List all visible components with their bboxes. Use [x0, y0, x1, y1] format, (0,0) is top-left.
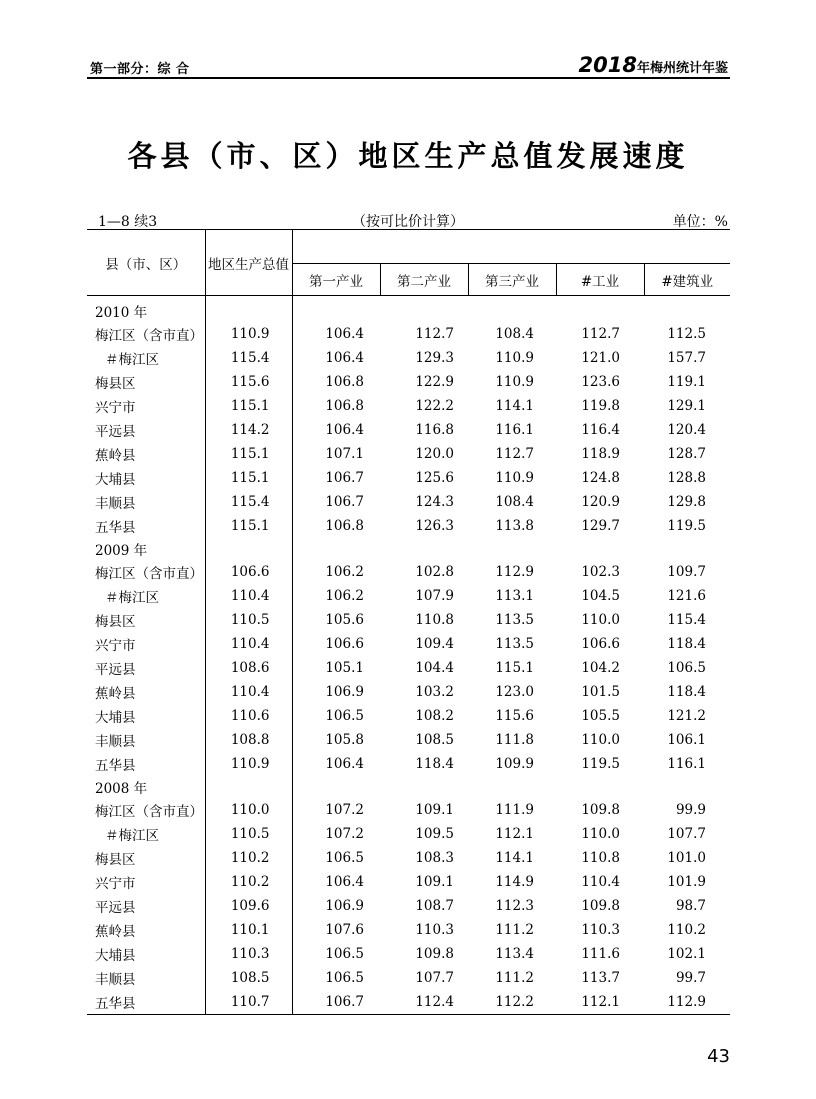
table-row — [87, 490, 730, 514]
table-row — [87, 822, 730, 846]
value-cell: 115.1 — [205, 394, 292, 418]
value-cell: 107.2 — [325, 826, 364, 842]
table-row — [87, 894, 730, 918]
section-header: 第一部分：综 合 — [90, 62, 190, 77]
table-note: （按可比价计算） — [352, 214, 464, 230]
value-cell: 99.7 — [675, 970, 706, 986]
value-cell: 112.1 — [556, 990, 644, 1015]
region-name: 蕉岭县 — [87, 680, 205, 704]
region-name: 梅江区（含市直） — [87, 322, 205, 346]
region-name: 蕉岭县 — [87, 442, 205, 466]
region-name: 蕉岭县 — [87, 918, 205, 942]
value-cell: 111.2 — [495, 970, 534, 986]
value-cell: 110.5 — [205, 822, 292, 846]
value-cell: 109.1 — [415, 802, 454, 818]
col-header-primary: 第一产业 — [292, 264, 380, 296]
table-row — [87, 680, 730, 704]
col-header-secondary: 第二产业 — [380, 264, 468, 296]
value-cell: 110.4 — [205, 584, 292, 608]
table-row — [87, 990, 730, 1015]
year-spacer — [205, 538, 292, 560]
value-cell: 106.4 — [325, 874, 364, 890]
value-cell: 110.8 — [415, 612, 454, 628]
value-cell: 119.5 — [667, 518, 706, 534]
yearbook-year: 2018 — [578, 53, 637, 77]
year-spacer — [292, 776, 380, 798]
table-row — [87, 418, 730, 442]
page-title: 各县（市、区）地区生产总值发展速度 — [127, 139, 689, 173]
value-cell: 114.2 — [205, 418, 292, 442]
value-cell: 119.8 — [581, 398, 620, 414]
value-cell: 109.4 — [415, 636, 454, 652]
value-cell: 110.2 — [205, 846, 292, 870]
value-cell: 112.9 — [644, 990, 730, 1015]
value-cell: 107.9 — [415, 588, 454, 604]
value-cell: 111.9 — [495, 802, 534, 818]
value-cell: 108.8 — [205, 728, 292, 752]
region-name: ＃梅江区 — [87, 584, 205, 608]
yearbook-header — [579, 53, 728, 77]
value-cell: 107.2 — [325, 802, 364, 818]
value-cell: 106.6 — [325, 636, 364, 652]
year-label: 2010 年 — [87, 296, 205, 323]
table-row — [87, 656, 730, 680]
region-name: 丰顺县 — [87, 490, 205, 514]
value-cell: 110.9 — [495, 350, 534, 366]
value-cell: 121.0 — [581, 350, 620, 366]
value-cell: 110.4 — [205, 680, 292, 704]
value-cell: 115.1 — [495, 660, 534, 676]
region-name: 梅江区（含市直） — [87, 798, 205, 822]
value-cell: 112.3 — [495, 898, 534, 914]
value-cell: 125.6 — [415, 470, 454, 486]
value-cell: 109.8 — [415, 946, 454, 962]
header-rule — [87, 77, 730, 79]
region-name: ＃梅江区 — [87, 822, 205, 846]
value-cell: 101.0 — [667, 850, 706, 866]
value-cell: 112.2 — [468, 990, 556, 1015]
year-spacer — [644, 296, 730, 323]
year-spacer — [292, 538, 380, 560]
value-cell: 115.6 — [495, 708, 534, 724]
year-spacer — [292, 296, 380, 323]
value-cell: 126.3 — [415, 518, 454, 534]
value-cell: 105.5 — [581, 708, 620, 724]
value-cell: 129.7 — [581, 518, 620, 534]
region-name: 平远县 — [87, 656, 205, 680]
value-cell: 105.1 — [325, 660, 364, 676]
value-cell: 113.7 — [581, 970, 620, 986]
value-cell: 113.5 — [495, 612, 534, 628]
table-row — [87, 728, 730, 752]
value-cell: 115.4 — [205, 346, 292, 370]
value-cell: 113.5 — [495, 636, 534, 652]
value-cell: 116.8 — [415, 422, 454, 438]
year-label: 2008 年 — [87, 776, 205, 798]
value-cell: 108.4 — [495, 494, 534, 510]
value-cell: 129.1 — [667, 398, 706, 414]
value-cell: 109.8 — [581, 898, 620, 914]
region-name: ＃梅江区 — [87, 346, 205, 370]
value-cell: 103.2 — [415, 684, 454, 700]
region-name: 兴宁市 — [87, 394, 205, 418]
table-row — [87, 466, 730, 490]
year-spacer — [556, 296, 644, 323]
value-cell: 110.4 — [205, 632, 292, 656]
value-cell: 110.3 — [581, 922, 620, 938]
value-cell: 107.7 — [415, 970, 454, 986]
value-cell: 109.7 — [667, 564, 706, 580]
value-cell: 108.6 — [205, 656, 292, 680]
value-cell: 110.9 — [495, 470, 534, 486]
region-name: 五华县 — [87, 990, 205, 1015]
value-cell: 106.2 — [325, 564, 364, 580]
value-cell: 110.8 — [581, 850, 620, 866]
value-cell: 109.8 — [581, 802, 620, 818]
value-cell: 110.3 — [205, 942, 292, 966]
table-row — [87, 394, 730, 418]
value-cell: 106.4 — [325, 756, 364, 772]
value-cell: 108.4 — [495, 326, 534, 342]
value-cell: 118.4 — [667, 636, 706, 652]
col-header-spacer — [292, 230, 730, 264]
value-cell: 122.9 — [415, 374, 454, 390]
year-spacer — [644, 776, 730, 798]
value-cell: 108.7 — [415, 898, 454, 914]
value-cell: 109.6 — [205, 894, 292, 918]
value-cell: 106.8 — [325, 518, 364, 534]
table-row — [87, 608, 730, 632]
value-cell: 129.3 — [415, 350, 454, 366]
value-cell: 119.1 — [667, 374, 706, 390]
year-spacer — [468, 296, 556, 323]
year-spacer — [380, 776, 468, 798]
year-row — [87, 296, 730, 323]
col-header-industry: #工业 — [556, 264, 644, 296]
year-row — [87, 538, 730, 560]
year-spacer — [380, 538, 468, 560]
value-cell: 112.7 — [581, 326, 620, 342]
value-cell: 108.5 — [415, 732, 454, 748]
value-cell: 122.2 — [415, 398, 454, 414]
table-row — [87, 846, 730, 870]
value-cell: 118.4 — [415, 756, 454, 772]
region-name: 五华县 — [87, 514, 205, 538]
value-cell: 110.4 — [581, 874, 620, 890]
value-cell: 109.1 — [415, 874, 454, 890]
value-cell: 113.4 — [495, 946, 534, 962]
value-cell: 106.9 — [325, 898, 364, 914]
region-name: 丰顺县 — [87, 728, 205, 752]
value-cell: 106.6 — [581, 636, 620, 652]
value-cell: 107.7 — [667, 826, 706, 842]
value-cell: 108.3 — [415, 850, 454, 866]
region-name: 丰顺县 — [87, 966, 205, 990]
value-cell: 114.1 — [495, 398, 534, 414]
year-spacer — [468, 538, 556, 560]
region-name: 梅县区 — [87, 370, 205, 394]
region-name: 梅江区（含市直） — [87, 560, 205, 584]
value-cell: 110.0 — [581, 612, 620, 628]
value-cell: 129.8 — [667, 494, 706, 510]
value-cell: 120.0 — [415, 446, 454, 462]
value-cell: 111.2 — [495, 922, 534, 938]
value-cell: 116.4 — [581, 422, 620, 438]
value-cell: 110.3 — [415, 922, 454, 938]
yearbook-title: 年梅州统计年鉴 — [636, 61, 728, 76]
col-header-region: 县（市、区） — [87, 230, 205, 296]
value-cell: 106.5 — [325, 946, 364, 962]
region-name: 平远县 — [87, 894, 205, 918]
table-row — [87, 632, 730, 656]
value-cell: 107.6 — [325, 922, 364, 938]
value-cell: 108.2 — [415, 708, 454, 724]
value-cell: 102.8 — [415, 564, 454, 580]
value-cell: 157.7 — [667, 350, 706, 366]
value-cell: 106.8 — [325, 374, 364, 390]
year-spacer — [468, 776, 556, 798]
value-cell: 112.4 — [380, 990, 468, 1015]
table-row — [87, 560, 730, 584]
value-cell: 128.8 — [667, 470, 706, 486]
value-cell: 118.4 — [667, 684, 706, 700]
value-cell: 112.9 — [495, 564, 534, 580]
value-cell: 106.8 — [325, 398, 364, 414]
table-unit: 单位：% — [672, 214, 728, 230]
year-spacer — [556, 538, 644, 560]
value-cell: 110.0 — [581, 732, 620, 748]
region-name: 大埔县 — [87, 704, 205, 728]
value-cell: 115.4 — [205, 490, 292, 514]
value-cell: 121.2 — [667, 708, 706, 724]
value-cell: 115.1 — [205, 442, 292, 466]
table-row — [87, 322, 730, 346]
value-cell: 106.4 — [325, 326, 364, 342]
value-cell: 106.4 — [325, 350, 364, 366]
value-cell: 111.6 — [581, 946, 620, 962]
table-row — [87, 584, 730, 608]
value-cell: 106.7 — [292, 990, 380, 1015]
value-cell: 110.0 — [581, 826, 620, 842]
region-name: 大埔县 — [87, 942, 205, 966]
value-cell: 106.6 — [205, 560, 292, 584]
value-cell: 115.4 — [667, 612, 706, 628]
value-cell: 105.8 — [325, 732, 364, 748]
year-spacer — [380, 296, 468, 323]
value-cell: 120.4 — [667, 422, 706, 438]
region-name: 梅县区 — [87, 608, 205, 632]
value-cell: 101.5 — [581, 684, 620, 700]
value-cell: 110.1 — [205, 918, 292, 942]
value-cell: 123.0 — [495, 684, 534, 700]
value-cell: 106.7 — [325, 470, 364, 486]
value-cell: 102.3 — [581, 564, 620, 580]
region-name: 梅县区 — [87, 846, 205, 870]
value-cell: 106.2 — [325, 588, 364, 604]
table-row — [87, 704, 730, 728]
value-cell: 110.5 — [205, 608, 292, 632]
table-row — [87, 942, 730, 966]
value-cell: 106.7 — [325, 494, 364, 510]
value-cell: 106.9 — [325, 684, 364, 700]
value-cell: 102.1 — [667, 946, 706, 962]
region-name: 兴宁市 — [87, 870, 205, 894]
value-cell: 114.9 — [495, 874, 534, 890]
year-row — [87, 776, 730, 798]
value-cell: 112.5 — [667, 326, 706, 342]
value-cell: 119.5 — [581, 756, 620, 772]
table-row — [87, 918, 730, 942]
value-cell: 106.5 — [325, 708, 364, 724]
year-label: 2009 年 — [87, 538, 205, 560]
table-id: 1—8 续3 — [98, 214, 158, 230]
value-cell: 110.6 — [205, 704, 292, 728]
region-name: 五华县 — [87, 752, 205, 776]
value-cell: 110.9 — [205, 322, 292, 346]
value-cell: 107.1 — [325, 446, 364, 462]
value-cell: 114.1 — [495, 850, 534, 866]
value-cell: 118.9 — [581, 446, 620, 462]
value-cell: 106.4 — [325, 422, 364, 438]
value-cell: 116.1 — [495, 422, 534, 438]
table-body — [87, 296, 730, 1015]
table-row — [87, 346, 730, 370]
value-cell: 123.6 — [581, 374, 620, 390]
value-cell: 99.9 — [675, 802, 706, 818]
value-cell: 128.7 — [667, 446, 706, 462]
value-cell: 115.6 — [205, 370, 292, 394]
value-cell: 121.6 — [667, 588, 706, 604]
year-spacer — [644, 538, 730, 560]
value-cell: 124.3 — [415, 494, 454, 510]
region-name: 大埔县 — [87, 466, 205, 490]
table-row — [87, 752, 730, 776]
value-cell: 109.9 — [495, 756, 534, 772]
value-cell: 106.1 — [667, 732, 706, 748]
col-header-construction: #建筑业 — [644, 264, 730, 296]
value-cell: 111.8 — [495, 732, 534, 748]
value-cell: 104.2 — [581, 660, 620, 676]
value-cell: 110.2 — [667, 922, 706, 938]
value-cell: 106.5 — [667, 660, 706, 676]
value-cell: 112.7 — [415, 326, 454, 342]
value-cell: 108.5 — [205, 966, 292, 990]
value-cell: 120.9 — [581, 494, 620, 510]
value-cell: 110.2 — [205, 870, 292, 894]
value-cell: 115.1 — [205, 514, 292, 538]
value-cell: 104.4 — [415, 660, 454, 676]
value-cell: 116.1 — [667, 756, 706, 772]
table-row — [87, 870, 730, 894]
value-cell: 112.1 — [495, 826, 534, 842]
value-cell: 109.5 — [415, 826, 454, 842]
value-cell: 106.5 — [325, 970, 364, 986]
table-row — [87, 798, 730, 822]
gdp-growth-table — [87, 229, 730, 1015]
value-cell: 98.7 — [675, 898, 706, 914]
value-cell: 105.6 — [325, 612, 364, 628]
table-row — [87, 514, 730, 538]
table-row — [87, 966, 730, 990]
table-row — [87, 442, 730, 466]
value-cell: 101.9 — [667, 874, 706, 890]
value-cell: 110.0 — [205, 798, 292, 822]
region-name: 兴宁市 — [87, 632, 205, 656]
year-spacer — [205, 296, 292, 323]
value-cell: 113.8 — [495, 518, 534, 534]
value-cell: 110.9 — [495, 374, 534, 390]
value-cell: 106.5 — [325, 850, 364, 866]
region-name: 平远县 — [87, 418, 205, 442]
value-cell: 110.9 — [205, 752, 292, 776]
value-cell: 113.1 — [495, 588, 534, 604]
value-cell: 124.8 — [581, 470, 620, 486]
col-header-tertiary: 第三产业 — [468, 264, 556, 296]
value-cell: 115.1 — [205, 466, 292, 490]
value-cell: 110.7 — [205, 990, 292, 1015]
col-header-gdp: 地区生产总值 — [205, 230, 292, 296]
year-spacer — [205, 776, 292, 798]
table-row — [87, 370, 730, 394]
page-number: 43 — [707, 1046, 730, 1067]
value-cell: 104.5 — [581, 588, 620, 604]
value-cell: 112.7 — [495, 446, 534, 462]
year-spacer — [556, 776, 644, 798]
